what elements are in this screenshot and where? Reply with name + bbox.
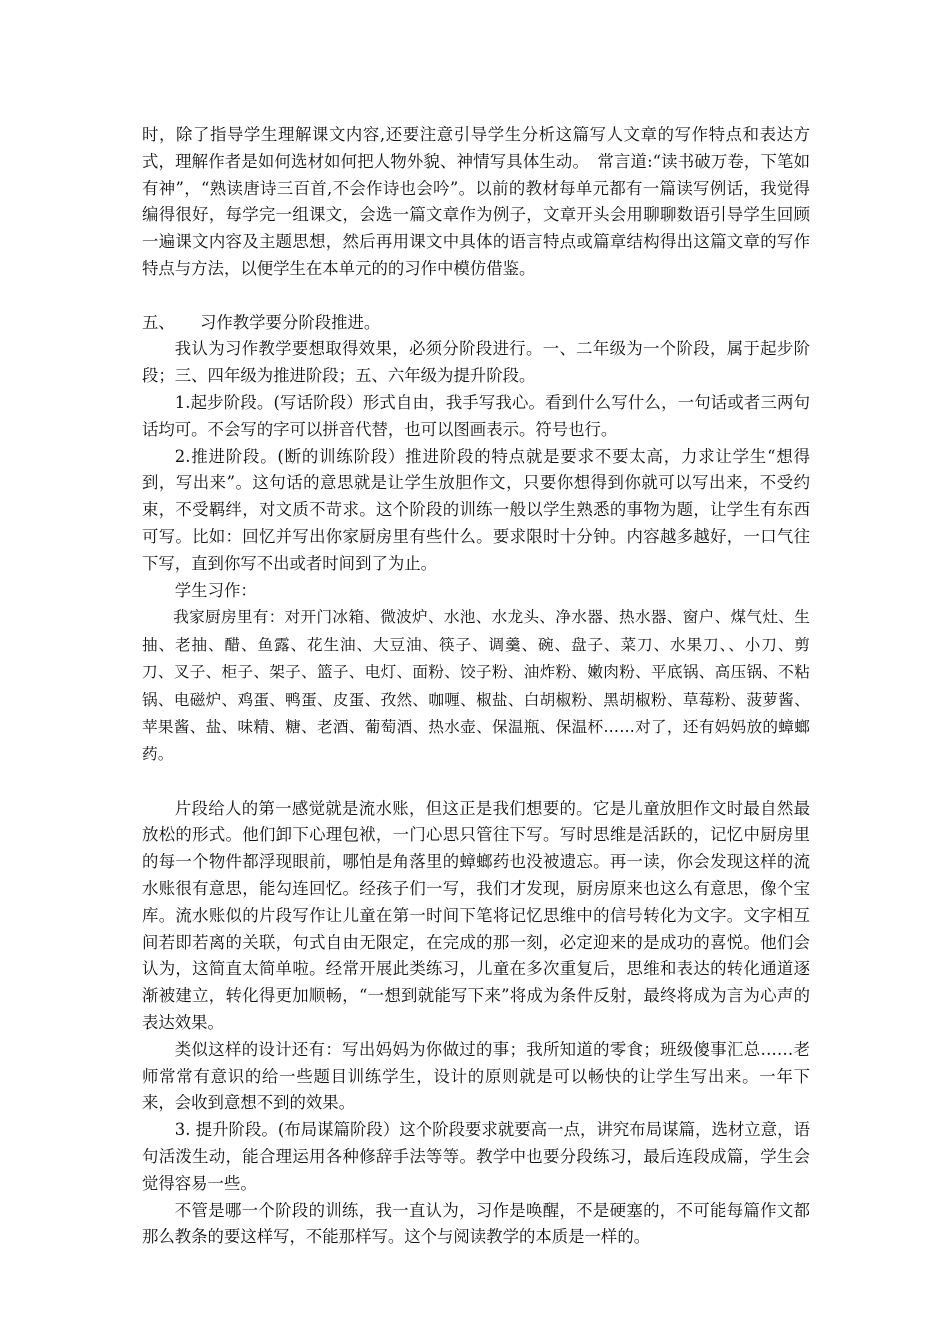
section-number: 五、 <box>142 312 175 332</box>
student-work-label: 学生习作： <box>174 580 257 600</box>
paragraph-stage-1: 1.起步阶段。(写话阶段）形式自由，我手写我心。看到什么写什么，一句话或者三两句话均可。不会写的字可以拼音代替，也可以图画表示。符号也行。 <box>142 392 810 439</box>
section-heading <box>142 310 810 337</box>
paragraph-closing: 不管是哪一个阶段的训练，我一直认为，习作是唤醒，不是硬塞的，不可能每篇作文都那么教条的要这样写，不能那样写。这个与阅读教学的本质是一样的。 <box>142 1200 810 1247</box>
student-work-text: 我家厨房里有：对开门冰箱、微波炉、水池、水龙头、净水器、热水器、窗户、煤气灶、生抽、老抽、醋、鱼露、花生油、大豆油、筷子、调羹、碗、盘子、菜刀、水果刀、、小刀、剪刀、叉子、柜子、架子、篮子、电灯、面粉、饺子粉、油炸粉、嫩肉粉、平底锅、高压锅、不粘锅、电磁炉、鸡蛋、鸭蛋、皮蛋、孜然、咖喱、椒盐、白胡椒粉、黑胡椒粉、草莓粉、菠萝酱、苹果酱、盐、味精、糖、老酒、葡萄酒、热水壶、保温瓶、保温杯……对了，还有妈妈放的蟑螂药。 <box>142 608 810 764</box>
section-title: 习作教学要分阶段推进。 <box>200 312 381 332</box>
paragraph-stage-2: 2.推进阶段。(断的训练阶段）推进阶段的特点就是要求不要太高，力求让学生“想得到，写出来”。这句话的意思就是让学生放胆作文，只要你想得到你就可以写出来，不受约束，不受羁绊，对文质不苛求。这个阶段的训练一般以学生熟悉的事物为题，让学生有东西可写。比如：回忆并写出你家厨房里有些什么。要求限时十分钟。内容越多越好，一口气往下写，直到你写不出或者时间到了为止。 <box>142 446 810 573</box>
document-page <box>142 122 810 1251</box>
blank-line <box>142 283 810 310</box>
paragraph-stages: 我认为习作教学要想取得效果，必须分阶段进行。一、二年级为一个阶段，属于起步阶段；三、四年级为推进阶段；五、六年级为提升阶段。 <box>142 339 810 386</box>
paragraph-similar: 类似这样的设计还有：写出妈妈为你做过的事；我所知道的零食；班级傻事汇总……老师常常有意识的给一些题目训练学生，设计的原则就是可以畅快的让学生写出来。一年下来，会收到意想不到的效果。 <box>142 1039 810 1113</box>
paragraph-comment: 片段给人的第一感觉就是流水账，但这正是我们想要的。它是儿童放胆作文时最自然最放松的形式。他们卸下心理包袱，一门心思只管往下写。写时思维是活跃的，记忆中厨房里的每一个物件都浮现眼前，哪怕是角落里的蟑螂药也没被遗忘。再一读，你会发现这样的流水账很有意思，能勾连回忆。经孩子们一写，我们才发现，厨房原来也这么有意思，像个宝库。流水账似的片段写作让儿童在第一时间下笔将记忆思维中的信号转化为文字。文字相互间若即若离的关联，句式自由无限定，在完成的那一刻，必定迎来的是成功的喜悦。他们会认为，这简直太简单啦。经常开展此类练习，儿童在多次重复后，思维和表达的转化通道逐渐被建立，转化得更加顺畅，“一想到就能写下来”将成为条件反射，最终将成为言为心声的表达效果。 <box>142 798 810 1032</box>
blank-line <box>142 769 810 796</box>
paragraph-intro: 时，除了指导学生理解课文内容,还要注意引导学生分析这篇写人文章的写作特点和表达方式，理解作者是如何选材如何把人物外貌、神情写具体生动。 常言道:“读书破万卷，下笔如有神”，“熟读唐诗三百首,不会作诗也会吟”。以前的教材每单元都有一篇读写例话，我觉得编得很好，每学完一组课文，会选一篇文章作为例子，文章开头会用聊聊数语引导学生回顾一遍课文内容及主题思想，然后再用课文中具体的语言特点或篇章结构得出这篇文章的写作特点与方法，以便学生在本单元的的习作中模仿借鉴。 <box>142 125 810 278</box>
paragraph-stage-3: 3. 提升阶段。(布局谋篇阶段）这个阶段要求就要高一点，讲究布局谋篇，选材立意，语句活泼生动，能合理运用各种修辞手法等等。教学中也要分段练习，最后连段成篇，学生会觉得容易一些。 <box>142 1120 810 1193</box>
